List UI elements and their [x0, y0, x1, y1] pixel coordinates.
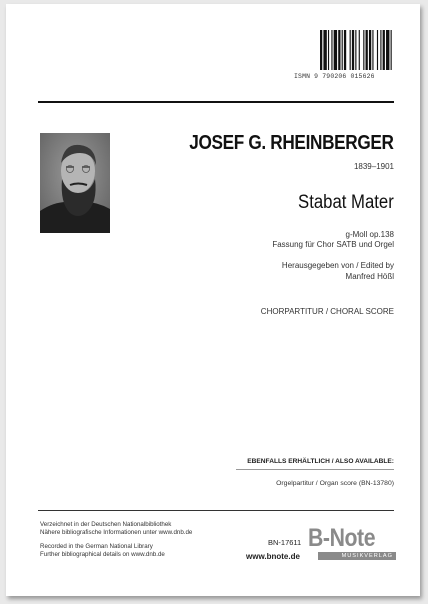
- barcode-bar: [352, 30, 354, 70]
- bottom-divider: [38, 510, 394, 511]
- score-cover-page: [6, 4, 420, 596]
- barcode-bar: [380, 30, 381, 70]
- barcode-bar: [328, 30, 329, 70]
- logo-subtitle: MUSIKVERLAG: [318, 552, 396, 560]
- composer-dates: 1839–1901: [353, 162, 394, 171]
- barcode-bar: [331, 30, 332, 70]
- barcode-bar: [359, 30, 360, 70]
- barcode-bar: [344, 30, 346, 70]
- publisher-website: www.bnote.de: [246, 552, 300, 561]
- also-available-heading: EBENFALLS ERHÄLTLICH / ALSO AVAILABLE:: [247, 458, 394, 465]
- publisher-logo: [308, 526, 396, 560]
- barcode-bar: [372, 30, 373, 70]
- barcode-bar: [391, 30, 392, 70]
- barcode-bar: [383, 30, 385, 70]
- barcode-bar: [342, 30, 343, 70]
- barcode-bar: [338, 30, 340, 70]
- top-divider: [38, 101, 394, 103]
- also-available-item: Orgelpartitur / Organ score (BN-13780): [276, 480, 394, 487]
- barcode-bar: [366, 30, 368, 70]
- composer-portrait: [40, 133, 110, 233]
- barcode-bar: [377, 30, 378, 70]
- barcode-bar: [350, 30, 351, 70]
- barcode-bar: [386, 30, 389, 70]
- barcode-bar: [320, 30, 322, 70]
- barcode-bar: [323, 30, 326, 70]
- bibliography-line: Verzeichnet in der Deutschen Nationalbibliothek: [40, 521, 172, 528]
- barcode-bar: [369, 30, 371, 70]
- key-opus: g-Moll op.138: [345, 230, 394, 239]
- ismn-number: ISMN 9 790206 015626: [294, 73, 375, 80]
- editor-name: Manfred Hößl: [345, 272, 394, 281]
- barcode: [320, 30, 394, 70]
- barcode-bar: [363, 30, 364, 70]
- scoring: Fassung für Chor SATB und Orgel: [272, 240, 394, 249]
- logo-wordmark: B-Note: [308, 524, 376, 552]
- edition-type: CHORPARTITUR / CHORAL SCORE: [260, 307, 394, 316]
- catalog-number: BN-17611: [268, 538, 302, 547]
- also-available-divider: [236, 469, 394, 470]
- work-title: Stabat Mater: [298, 192, 394, 213]
- bibliography-line: Recorded in the German National Library: [40, 543, 153, 550]
- bibliography-line: Nähere bibliografische Informationen unter www.dnb.de: [40, 529, 193, 536]
- barcode-bar: [355, 30, 356, 70]
- composer-name: JOSEF G. RHEINBERGER: [189, 132, 394, 154]
- barcode-bar: [334, 30, 337, 70]
- bibliography-line: Further bibliographical details on www.dnb.de: [40, 551, 165, 558]
- editor-label: Herausgegeben von / Edited by: [281, 261, 394, 270]
